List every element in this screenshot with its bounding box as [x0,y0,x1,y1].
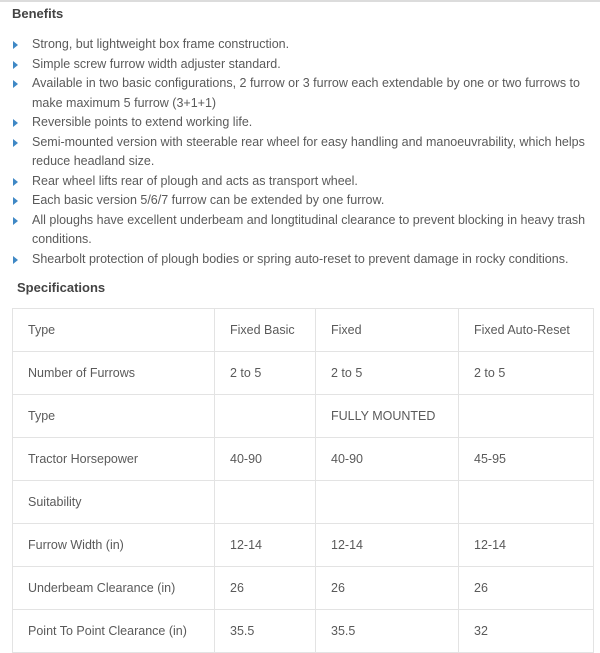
benefits-heading: Benefits [12,6,64,21]
table-row [13,352,594,395]
bullet-arrow-icon [13,80,18,88]
spec-label-cell: Type [13,395,215,438]
fixed-basic-cell: 26 [215,567,316,610]
benefit-item [10,191,594,211]
fixed-auto-reset-cell: 2 to 5 [459,352,594,395]
bullet-arrow-icon [13,119,18,127]
fixed-basic-cell [215,481,316,524]
table-row [13,481,594,524]
fixed-cell: 26 [316,567,459,610]
fixed-auto-reset-cell [459,481,594,524]
table-row [13,395,594,438]
fixed-basic-cell: 2 to 5 [215,352,316,395]
fixed-basic-cell: Fixed Basic [215,309,316,352]
benefit-text: Each basic version 5/6/7 furrow can be extended by one furrow. [32,193,385,207]
spec-label-cell: Suitability [13,481,215,524]
benefit-text: Rear wheel lifts rear of plough and acts as transport wheel. [32,173,358,188]
benefit-item [10,250,594,270]
benefit-item [10,35,594,55]
fixed-cell: Fixed [316,309,459,352]
fixed-cell: 12-14 [316,524,459,567]
fixed-auto-reset-cell: 26 [459,567,594,610]
bullet-arrow-icon [13,139,18,147]
fixed-cell: FULLY MOUNTED [316,395,459,438]
benefits-list [10,35,594,269]
bullet-arrow-icon [13,41,18,49]
benefit-item [10,133,594,172]
spec-label-cell: Underbeam Clearance (in) [13,567,215,610]
benefit-item [10,172,594,192]
fixed-auto-reset-cell: 45-95 [459,438,594,481]
top-divider [0,0,600,2]
benefit-text: Semi-mounted version with steerable rear wheel for easy handling and manoeuvrability, which helps reduce headland size. [32,134,585,168]
fixed-cell: 2 to 5 [316,352,459,395]
table-row [13,610,594,653]
bullet-arrow-icon [13,178,18,186]
spec-label-cell: Tractor Horsepower [13,438,215,481]
benefit-text: All ploughs have excellent underbeam and longtitudinal clearance to prevent blocking in heavy trash conditions. [32,212,586,246]
spec-label-cell: Furrow Width (in) [13,524,215,567]
benefit-item [10,74,594,113]
fixed-cell: 40-90 [316,438,459,481]
fixed-auto-reset-cell: 32 [459,610,594,653]
benefit-item [10,113,594,133]
spec-label-cell: Point To Point Clearance (in) [13,610,215,653]
table-row [13,309,594,352]
benefit-item [10,211,594,250]
bullet-arrow-icon [13,197,18,205]
specifications-table [12,308,594,653]
fixed-basic-cell: 35.5 [215,610,316,653]
benefit-text: Reversible points to extend working life. [32,115,253,129]
benefit-text: Shearbolt protection of plough bodies or spring auto-reset to prevent damage in rocky conditions. [32,251,569,266]
fixed-auto-reset-cell: Fixed Auto-Reset [459,309,594,352]
bullet-arrow-icon [13,61,18,69]
fixed-auto-reset-cell: 12-14 [459,524,594,567]
bullet-arrow-icon [13,256,18,264]
benefit-text: Available in two basic configurations, 2 furrow or 3 furrow each extendable by one or two furrows to make maximum 5 furrow (3+1+1) [32,76,580,110]
fixed-auto-reset-cell [459,395,594,438]
fixed-basic-cell [215,395,316,438]
benefit-text: Strong, but lightweight box frame construction. [32,37,290,51]
fixed-basic-cell: 40-90 [215,438,316,481]
fixed-basic-cell: 12-14 [215,524,316,567]
fixed-cell [316,481,459,524]
specifications-heading: Specifications [17,280,106,295]
benefit-item [10,55,594,75]
spec-label-cell: Number of Furrows [13,352,215,395]
table-row [13,438,594,481]
benefit-text: Simple screw furrow width adjuster standard. [32,56,281,71]
fixed-cell: 35.5 [316,610,459,653]
bullet-arrow-icon [13,217,18,225]
table-row [13,567,594,610]
table-row [13,524,594,567]
spec-label-cell: Type [13,309,215,352]
